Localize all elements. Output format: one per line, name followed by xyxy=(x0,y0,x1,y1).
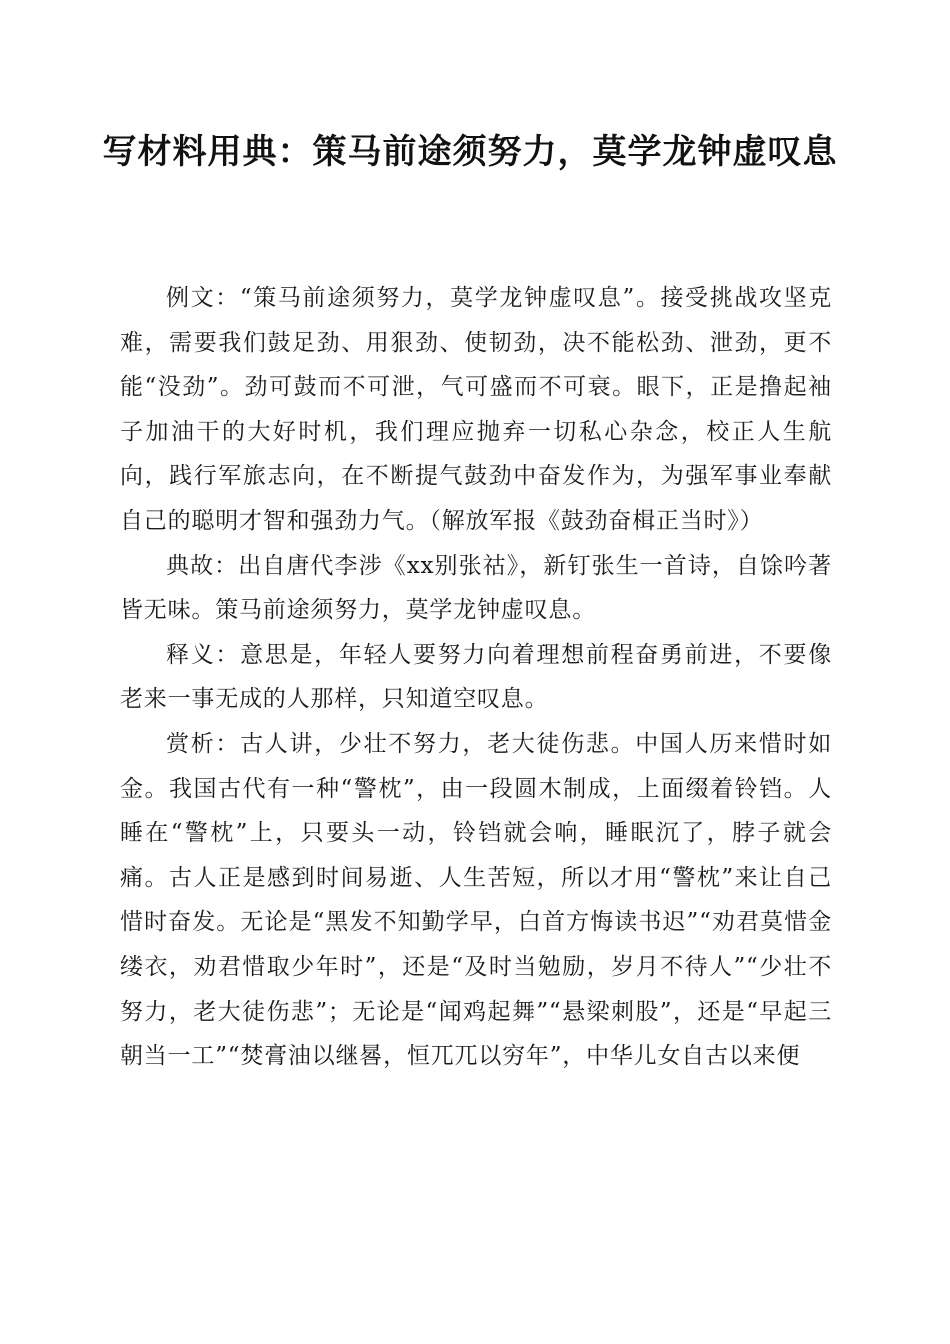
paragraph-example: 例文：“策马前途须努力，莫学龙钟虚叹息”。接受挑战攻坚克难，需要我们鼓足劲、用狠劲、使韧劲，决不能松劲、泄劲，更不能“没劲”。劲可鼓而不可泄，气可盛而不可衰。眼下，正是撸起袖子加油干的大好时机，我们理应抛弃一切私心杂念，校正人生航向，践行军旅志向，在不断提气鼓劲中奋发作为，为强军事业奉献自己的聪明才智和强劲力气。（解放军报《鼓劲奋楫正当时》） xyxy=(120,285,832,534)
paragraph-appreciation: 赏析：古人讲，少壮不努力，老大徒伤悲。中国人历来惜时如金。我国古代有一种“警枕”，由一段圆木制成，上面缀着铃铛。人睡在“警枕”上，只要头一动，铃铛就会响，睡眠沉了，脖子就会痛。古人正是感到时间易逝、人生苦短，所以才用“警枕”来让自己惜时奋发。无论是“黑发不知勤学早，白首方悔读书迟”“劝君莫惜金缕衣，劝君惜取少年时”，还是“及时当勉励，岁月不待人”“少壮不努力，老大徒伤悲”；无论是“闻鸡起舞”“悬梁刺股”，还是“早起三朝当一工”“焚膏油以继晷，恒兀兀以穷年”，中华儿女自古以来便 xyxy=(120,730,832,1070)
paragraph-meaning: 释义：意思是，年轻人要努力向着理想前程奋勇前进，不要像老来一事无成的人那样，只知道空叹息。 xyxy=(120,641,832,713)
document-body xyxy=(120,276,832,1079)
paragraph-allusion: 典故：出自唐代李涉《xx别张祜》，新钉张生一首诗，自馀吟著皆无味。策马前途须努力，莫学龙钟虚叹息。 xyxy=(120,552,832,624)
document-title: 写材料用典：策马前途须努力，莫学龙钟虚叹息 xyxy=(102,132,838,172)
